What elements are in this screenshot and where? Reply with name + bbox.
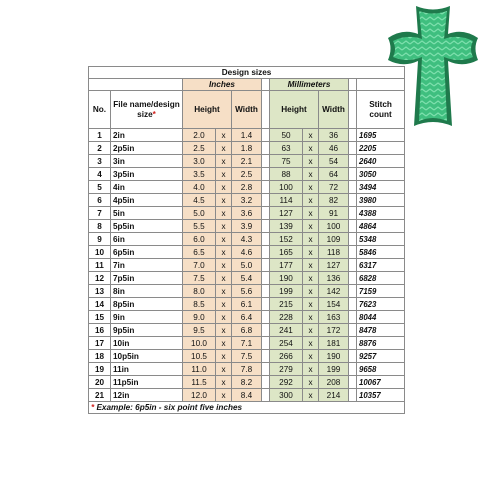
spacer-cell: [349, 272, 357, 285]
times-sign: x: [216, 181, 232, 194]
spacer-cell: [262, 272, 270, 285]
row-number: 17: [89, 337, 111, 350]
mm-width-cell: 172: [319, 324, 349, 337]
mm-width-cell: 154: [319, 298, 349, 311]
inch-height-cell: 11.0: [183, 363, 216, 376]
row-number: 2: [89, 142, 111, 155]
inch-width-cell: 5.0: [232, 259, 262, 272]
mm-height-cell: 165: [270, 246, 303, 259]
spacer-cell: [262, 194, 270, 207]
times-sign: x: [303, 142, 319, 155]
table-row: [89, 181, 405, 194]
inch-height-cell: 5.5: [183, 220, 216, 233]
spacer-cell: [349, 79, 357, 91]
table-row: [89, 246, 405, 259]
millimeters-group-header: Millimeters: [270, 79, 349, 91]
spacer-cell: [349, 337, 357, 350]
row-number: 9: [89, 233, 111, 246]
inch-width-cell: 2.8: [232, 181, 262, 194]
times-sign: x: [303, 246, 319, 259]
inches-group-header: Inches: [183, 79, 262, 91]
row-number: 13: [89, 285, 111, 298]
row-number: 21: [89, 389, 111, 402]
stitch-count-cell: 9257: [357, 350, 405, 363]
table-row: [89, 155, 405, 168]
spacer-cell: [262, 233, 270, 246]
times-sign: x: [303, 194, 319, 207]
stitch-count-cell: 9658: [357, 363, 405, 376]
spacer-cell: [262, 350, 270, 363]
times-sign: x: [216, 168, 232, 181]
row-number: 10: [89, 246, 111, 259]
file-name-cell: 6p5in: [111, 246, 183, 259]
stitch-count-cell: 6828: [357, 272, 405, 285]
times-sign: x: [303, 220, 319, 233]
spacer-cell: [349, 91, 357, 129]
inch-height-cell: 8.5: [183, 298, 216, 311]
stitch-count-cell: 6317: [357, 259, 405, 272]
spacer-cell: [349, 233, 357, 246]
spacer-cell: [349, 181, 357, 194]
inch-width-cell: 4.3: [232, 233, 262, 246]
inch-height-header: Height: [183, 91, 232, 129]
spacer-cell: [262, 337, 270, 350]
file-name-cell: 11in: [111, 363, 183, 376]
times-sign: x: [216, 311, 232, 324]
times-sign: x: [216, 194, 232, 207]
file-name-cell: 6in: [111, 233, 183, 246]
row-number: 4: [89, 168, 111, 181]
row-number: 12: [89, 272, 111, 285]
times-sign: x: [216, 155, 232, 168]
inch-height-cell: 9.0: [183, 311, 216, 324]
spacer-cell: [349, 194, 357, 207]
inch-width-cell: 8.4: [232, 389, 262, 402]
footnote-asterisk: *: [91, 403, 95, 412]
mm-width-cell: 91: [319, 207, 349, 220]
mm-width-cell: 109: [319, 233, 349, 246]
file-name-cell: 8in: [111, 285, 183, 298]
inch-width-cell: 7.1: [232, 337, 262, 350]
inch-width-cell: 2.5: [232, 168, 262, 181]
spacer-cell: [262, 324, 270, 337]
times-sign: x: [303, 233, 319, 246]
table-row: [89, 324, 405, 337]
mm-width-cell: 163: [319, 311, 349, 324]
spacer-cell: [262, 298, 270, 311]
row-number: 8: [89, 220, 111, 233]
inch-width-cell: 6.8: [232, 324, 262, 337]
inch-height-cell: 10.5: [183, 350, 216, 363]
table-row: [89, 389, 405, 402]
mm-height-cell: 139: [270, 220, 303, 233]
mm-width-header: Width: [319, 91, 349, 129]
mm-height-cell: 266: [270, 350, 303, 363]
spacer-cell: [349, 259, 357, 272]
spacer-cell: [349, 285, 357, 298]
row-number: 11: [89, 259, 111, 272]
inch-height-cell: 6.5: [183, 246, 216, 259]
mm-height-cell: 254: [270, 337, 303, 350]
spacer-cell: [262, 207, 270, 220]
mm-height-cell: 292: [270, 376, 303, 389]
mm-height-cell: 100: [270, 181, 303, 194]
table-row: [89, 272, 405, 285]
table-row: [89, 220, 405, 233]
file-name-cell: 3p5in: [111, 168, 183, 181]
times-sign: x: [303, 337, 319, 350]
stitch-count-cell: 2640: [357, 155, 405, 168]
mm-width-cell: 46: [319, 142, 349, 155]
mm-width-cell: 82: [319, 194, 349, 207]
file-name-cell: 5in: [111, 207, 183, 220]
spacer-cell: [349, 311, 357, 324]
inch-width-cell: 2.1: [232, 155, 262, 168]
times-sign: x: [303, 363, 319, 376]
times-sign: x: [303, 259, 319, 272]
mm-width-cell: 118: [319, 246, 349, 259]
row-number: 16: [89, 324, 111, 337]
mm-width-cell: 54: [319, 155, 349, 168]
mm-height-cell: 75: [270, 155, 303, 168]
times-sign: x: [216, 259, 232, 272]
mm-height-cell: 152: [270, 233, 303, 246]
inch-width-cell: 3.6: [232, 207, 262, 220]
inch-width-cell: 3.2: [232, 194, 262, 207]
times-sign: x: [303, 272, 319, 285]
inch-height-cell: 10.0: [183, 337, 216, 350]
file-name-cell: 2in: [111, 129, 183, 142]
stitch-count-cell: 4864: [357, 220, 405, 233]
mm-height-cell: 279: [270, 363, 303, 376]
mm-height-cell: 241: [270, 324, 303, 337]
table-row: [89, 376, 405, 389]
stitch-count-header: Stitch count: [357, 91, 405, 129]
mm-height-cell: 215: [270, 298, 303, 311]
inch-width-cell: 4.6: [232, 246, 262, 259]
spacer-cell: [349, 142, 357, 155]
blank-cell: [357, 79, 405, 91]
file-name-cell: 8p5in: [111, 298, 183, 311]
spacer-cell: [262, 129, 270, 142]
inch-width-cell: 7.5: [232, 350, 262, 363]
mm-height-cell: 300: [270, 389, 303, 402]
spacer-cell: [349, 207, 357, 220]
inch-height-cell: 2.0: [183, 129, 216, 142]
inch-width-cell: 1.4: [232, 129, 262, 142]
row-number: 5: [89, 181, 111, 194]
inch-height-cell: 12.0: [183, 389, 216, 402]
table-row: [89, 194, 405, 207]
file-name-cell: 9in: [111, 311, 183, 324]
table-row: [89, 311, 405, 324]
row-number: 1: [89, 129, 111, 142]
design-sizes-table: [88, 66, 405, 414]
times-sign: x: [216, 324, 232, 337]
no-header: No.: [89, 91, 111, 129]
file-name-cell: 2p5in: [111, 142, 183, 155]
mm-width-cell: 136: [319, 272, 349, 285]
inch-height-cell: 3.0: [183, 155, 216, 168]
stitch-count-cell: 3494: [357, 181, 405, 194]
spacer-cell: [349, 350, 357, 363]
file-name-cell: 11p5in: [111, 376, 183, 389]
inch-width-cell: 5.4: [232, 272, 262, 285]
file-name-cell: 4in: [111, 181, 183, 194]
mm-height-cell: 177: [270, 259, 303, 272]
inch-width-cell: 7.8: [232, 363, 262, 376]
table-row: [89, 233, 405, 246]
times-sign: x: [216, 207, 232, 220]
inch-height-cell: 4.5: [183, 194, 216, 207]
inch-height-cell: 7.0: [183, 259, 216, 272]
footnote: [89, 402, 405, 414]
mm-width-cell: 214: [319, 389, 349, 402]
mm-height-cell: 114: [270, 194, 303, 207]
file-name-cell: 5p5in: [111, 220, 183, 233]
times-sign: x: [303, 324, 319, 337]
times-sign: x: [303, 389, 319, 402]
mm-width-cell: 181: [319, 337, 349, 350]
table-row: [89, 259, 405, 272]
stitch-count-cell: 3980: [357, 194, 405, 207]
spacer-cell: [262, 259, 270, 272]
inch-height-cell: 9.5: [183, 324, 216, 337]
mm-width-cell: 208: [319, 376, 349, 389]
times-sign: x: [303, 129, 319, 142]
row-number: 18: [89, 350, 111, 363]
stitch-count-cell: 10357: [357, 389, 405, 402]
inch-height-cell: 3.5: [183, 168, 216, 181]
spacer-cell: [349, 324, 357, 337]
times-sign: x: [216, 285, 232, 298]
times-sign: x: [303, 168, 319, 181]
times-sign: x: [216, 233, 232, 246]
row-number: 3: [89, 155, 111, 168]
table-row: [89, 350, 405, 363]
spacer-cell: [349, 246, 357, 259]
footnote-text: Example: 6p5in - six point five inches: [96, 403, 243, 412]
times-sign: x: [216, 298, 232, 311]
table-row: [89, 298, 405, 311]
table-row: [89, 337, 405, 350]
mm-height-cell: 88: [270, 168, 303, 181]
table-row: [89, 285, 405, 298]
row-number: 7: [89, 207, 111, 220]
times-sign: x: [216, 246, 232, 259]
inch-height-cell: 8.0: [183, 285, 216, 298]
stitch-count-cell: 1695: [357, 129, 405, 142]
times-sign: x: [216, 363, 232, 376]
row-number: 19: [89, 363, 111, 376]
file-name-cell: 10in: [111, 337, 183, 350]
stitch-count-cell: 3050: [357, 168, 405, 181]
row-number: 6: [89, 194, 111, 207]
stitch-count-cell: 2205: [357, 142, 405, 155]
inch-width-cell: 1.8: [232, 142, 262, 155]
inch-width-cell: 5.6: [232, 285, 262, 298]
stitch-count-cell: 10067: [357, 376, 405, 389]
mm-height-cell: 50: [270, 129, 303, 142]
inch-width-cell: 8.2: [232, 376, 262, 389]
mm-height-cell: 228: [270, 311, 303, 324]
spacer-cell: [349, 363, 357, 376]
row-number: 15: [89, 311, 111, 324]
inch-height-cell: 2.5: [183, 142, 216, 155]
spacer-cell: [262, 389, 270, 402]
mm-height-cell: 190: [270, 272, 303, 285]
times-sign: x: [216, 129, 232, 142]
spacer-cell: [262, 311, 270, 324]
file-name-cell: 7in: [111, 259, 183, 272]
spacer-cell: [262, 220, 270, 233]
spacer-cell: [262, 376, 270, 389]
inch-height-cell: 11.5: [183, 376, 216, 389]
times-sign: x: [216, 272, 232, 285]
times-sign: x: [303, 285, 319, 298]
inch-height-cell: 6.0: [183, 233, 216, 246]
file-name-cell: 9p5in: [111, 324, 183, 337]
row-number: 14: [89, 298, 111, 311]
file-name-cell: 4p5in: [111, 194, 183, 207]
times-sign: x: [216, 389, 232, 402]
inch-width-cell: 6.4: [232, 311, 262, 324]
mm-width-cell: 199: [319, 363, 349, 376]
mm-width-cell: 64: [319, 168, 349, 181]
blank-cell: [89, 79, 183, 91]
inch-height-cell: 7.5: [183, 272, 216, 285]
mm-height-cell: 63: [270, 142, 303, 155]
spacer-cell: [262, 246, 270, 259]
mm-width-cell: 72: [319, 181, 349, 194]
times-sign: x: [216, 142, 232, 155]
stitch-count-cell: 7623: [357, 298, 405, 311]
file-name-cell: 10p5in: [111, 350, 183, 363]
table-row: [89, 363, 405, 376]
spacer-cell: [262, 91, 270, 129]
mm-height-header: Height: [270, 91, 319, 129]
times-sign: x: [303, 181, 319, 194]
spacer-cell: [262, 155, 270, 168]
times-sign: x: [303, 311, 319, 324]
times-sign: x: [303, 376, 319, 389]
spacer-cell: [349, 376, 357, 389]
times-sign: x: [216, 337, 232, 350]
stitch-count-cell: 7159: [357, 285, 405, 298]
spacer-cell: [262, 363, 270, 376]
times-sign: x: [303, 155, 319, 168]
spacer-cell: [349, 389, 357, 402]
mm-height-cell: 127: [270, 207, 303, 220]
stitch-count-cell: 4388: [357, 207, 405, 220]
spacer-cell: [349, 220, 357, 233]
times-sign: x: [216, 350, 232, 363]
times-sign: x: [303, 350, 319, 363]
times-sign: x: [303, 207, 319, 220]
spacer-cell: [262, 285, 270, 298]
stitch-count-cell: 8876: [357, 337, 405, 350]
inch-height-cell: 5.0: [183, 207, 216, 220]
stitch-count-cell: 5348: [357, 233, 405, 246]
mm-height-cell: 199: [270, 285, 303, 298]
spacer-cell: [262, 168, 270, 181]
inch-width-header: Width: [232, 91, 262, 129]
mm-width-cell: 127: [319, 259, 349, 272]
spacer-cell: [349, 129, 357, 142]
mm-width-cell: 100: [319, 220, 349, 233]
file-name-cell: 3in: [111, 155, 183, 168]
stitch-count-cell: 5846: [357, 246, 405, 259]
table-title: Design sizes: [89, 67, 405, 79]
file-name-cell: 12in: [111, 389, 183, 402]
mm-width-cell: 142: [319, 285, 349, 298]
times-sign: x: [216, 376, 232, 389]
times-sign: x: [303, 298, 319, 311]
mm-width-cell: 190: [319, 350, 349, 363]
spacer-cell: [349, 155, 357, 168]
file-name-cell: 7p5in: [111, 272, 183, 285]
mm-width-cell: 36: [319, 129, 349, 142]
spacer-cell: [349, 168, 357, 181]
table-row: [89, 129, 405, 142]
spacer-cell: [262, 142, 270, 155]
table-row: [89, 207, 405, 220]
inch-width-cell: 3.9: [232, 220, 262, 233]
spacer-cell: [262, 79, 270, 91]
stitch-count-cell: 8044: [357, 311, 405, 324]
row-number: 20: [89, 376, 111, 389]
inch-height-cell: 4.0: [183, 181, 216, 194]
table-row: [89, 142, 405, 155]
file-name-header: File name/design size*: [111, 91, 183, 129]
spacer-cell: [349, 298, 357, 311]
times-sign: x: [216, 220, 232, 233]
asterisk-mark: *: [152, 109, 156, 119]
stitch-count-cell: 8478: [357, 324, 405, 337]
table-row: [89, 168, 405, 181]
spacer-cell: [262, 181, 270, 194]
inch-width-cell: 6.1: [232, 298, 262, 311]
